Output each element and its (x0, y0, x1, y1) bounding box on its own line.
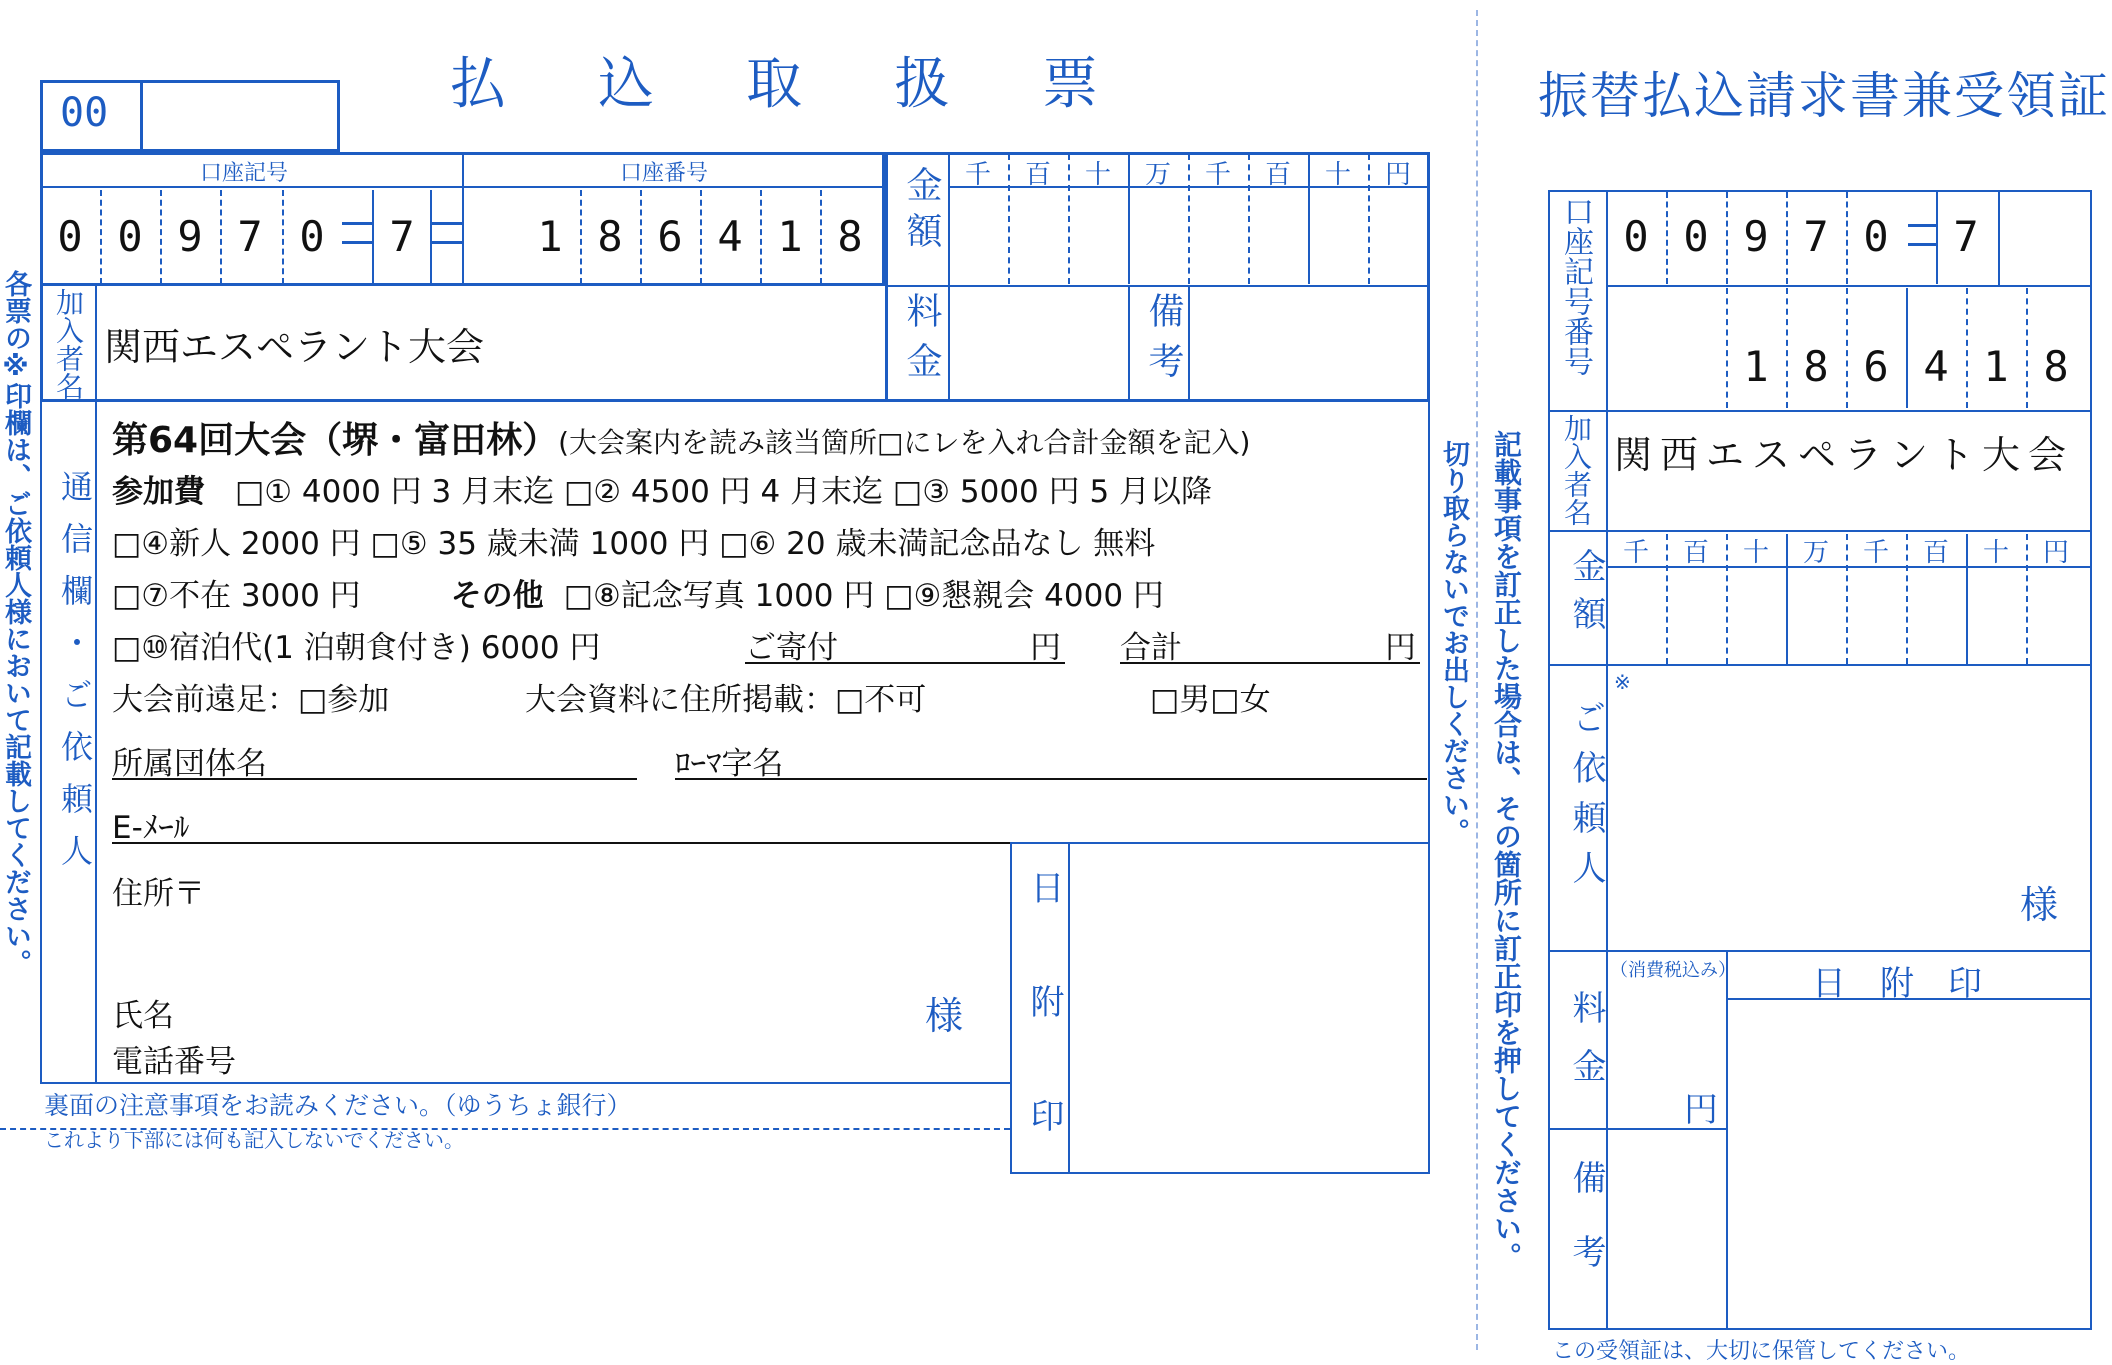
number-digit-right: 1 (1743, 342, 1769, 391)
code-digit-right: 7 (1953, 212, 1979, 261)
comm-label: 通信欄・ご依頼人 (56, 470, 94, 886)
other-heading: その他 (450, 578, 544, 614)
amount-unit: 百 (1264, 160, 1291, 190)
number-digit-right: 8 (1803, 342, 1829, 391)
amount-label: 金額 (901, 166, 942, 258)
left-margin-note: 各票の※印欄は、ご依頼人様において記載してください。 (0, 270, 31, 976)
fee-opts2: □④新人 2000 円 □⑤ 35 歳未満 1000 円 □⑥ 20 歳未満記念品なし 無料 (112, 526, 1156, 562)
number-digit-right: 8 (2043, 342, 2069, 391)
sama-right: 様 (2020, 883, 2059, 927)
correction-note: 記載事項を訂正した場合は、その箇所に訂正印を押してください。 (1490, 430, 1523, 1270)
footer-note: 裏面の注意事項をお読みください。（ゆうちょ銀行） (44, 1091, 632, 1120)
code-digit-right: 0 (1683, 212, 1709, 261)
donation-label: ご寄付 (745, 630, 838, 666)
amount-unit: 十 (1084, 160, 1111, 190)
msg-line2 (112, 466, 1212, 511)
payee-label: 加入者名 (52, 288, 85, 400)
number-digit: 8 (597, 212, 623, 261)
amount-unit-right: 千 (1622, 538, 1649, 568)
payee-name: 関西エスペラント大会 (104, 325, 485, 369)
msg-line1 (112, 412, 1250, 463)
amount-unit: 円 (1384, 160, 1411, 190)
tax-label: （消費税込み） (1610, 960, 1736, 981)
email-label: E-ﾒｰﾙ (112, 810, 190, 846)
code-digit: 7 (237, 212, 263, 261)
number-digit: 4 (717, 212, 743, 261)
fee-label-right: 料金 (1566, 990, 1606, 1106)
org-label: 所属団体名 (112, 746, 267, 782)
fee-opts1: □① 4000 円 3 月末迄 □② 4500 円 4 月末迄 □③ 5000 円 5 月以降 (235, 474, 1213, 510)
sama-label: 様 (925, 994, 964, 1038)
fee-label: 料金 (901, 292, 942, 392)
amount-label-right: 金額 (1566, 548, 1606, 644)
payee-name-right: 関西エスペラント大会 (1614, 433, 2075, 477)
address-label: 住所〒 (112, 876, 205, 912)
amount-unit: 百 (1024, 160, 1051, 190)
excursion: 大会前遠足：□参加 (112, 682, 390, 718)
amount-unit: 万 (1144, 160, 1171, 190)
remarks-label: 備考 (1143, 292, 1184, 392)
code-digit-right: 9 (1743, 212, 1769, 261)
donation-yen: 円 (1030, 630, 1061, 666)
fee-heading: 参加費 (112, 474, 205, 510)
code-digit-right: 0 (1863, 212, 1889, 261)
code-digit: 7 (389, 212, 415, 261)
phone-label: 電話番号 (112, 1044, 236, 1080)
receipt-note: この受領証は、大切に保管してください。 (1552, 1339, 1971, 1364)
account-code-label: 口座記号 (200, 161, 289, 186)
code-digit: 0 (117, 212, 143, 261)
amount-unit-right: 百 (1682, 538, 1709, 568)
amount-unit-right: 十 (1742, 538, 1769, 568)
amount-unit-right: 万 (1802, 538, 1829, 568)
address-pub: 大会資料に住所掲載：□不可 (525, 682, 927, 718)
msg-note: (大会案内を読み該当箇所□にレを入れ合計金額を記入) (558, 426, 1251, 459)
footer-note-2: これより下部には何も記入しないでください。 (44, 1128, 464, 1152)
remarks-label-right: 備考 (1566, 1160, 1606, 1308)
number-digit: 1 (777, 212, 803, 261)
total-label: 合計 (1120, 630, 1182, 666)
number-digit-right: 4 (1923, 342, 1949, 391)
number-digit: 1 (537, 212, 563, 261)
cut-note: 切り取らないでお出しください。 (1438, 440, 1469, 845)
code-digit: 9 (177, 212, 203, 261)
total-yen: 円 (1385, 630, 1416, 666)
name-label: 氏名 (112, 998, 174, 1034)
fee-opts3b: □⑧記念写真 1000 円 □⑨懇親会 4000 円 (563, 578, 1164, 614)
amount-unit-right: 円 (2042, 538, 2069, 568)
code-digit: 0 (299, 212, 325, 261)
requester-label-right: ご依頼人 (1566, 700, 1606, 900)
account-label-right: 口座記号番号 (1558, 196, 1593, 376)
amount-unit-right: 百 (1922, 538, 1949, 568)
amount-unit: 千 (1204, 160, 1231, 190)
sex: □男□女 (1150, 682, 1271, 718)
roman-label: ﾛｰﾏ字名 (675, 746, 784, 782)
payee-label-right: 加入者名 (1560, 414, 1593, 526)
code-digit-right: 7 (1803, 212, 1829, 261)
date-stamp-label-left: 日附印 (1024, 870, 1064, 1212)
code-00: 00 (60, 90, 109, 136)
number-digit-right: 1 (1983, 342, 2009, 391)
msg-title: 第64回大会（堺・富田林） (112, 420, 559, 461)
amount-unit: 十 (1324, 160, 1351, 190)
fee-opts4: □⑩宿泊代(1 泊朝食付き) 6000 円 (112, 630, 601, 666)
asterisk-mark: ※ (1614, 670, 1631, 694)
amount-unit-right: 十 (1982, 538, 2009, 568)
amount-unit: 千 (964, 160, 991, 190)
amount-unit-right: 千 (1862, 538, 1889, 568)
date-stamp-box-left (1010, 842, 1430, 1174)
number-digit-right: 6 (1863, 342, 1889, 391)
title-left: 払 込 取 扱 票 (450, 52, 1116, 117)
number-digit: 8 (837, 212, 863, 261)
title-right: 振替払込請求書兼受領証 (1538, 67, 2110, 125)
account-number-label: 口座番号 (620, 161, 709, 186)
fee-opts3a: □⑦不在 3000 円 (112, 578, 361, 614)
code-digit: 0 (57, 212, 83, 261)
fee-yen-right: 円 (1684, 1090, 1718, 1130)
number-digit: 6 (657, 212, 683, 261)
code-digit-right: 0 (1623, 212, 1649, 261)
msg-line4 (112, 570, 1164, 615)
date-stamp-label-right: 日 附 印 (1812, 964, 1982, 1004)
